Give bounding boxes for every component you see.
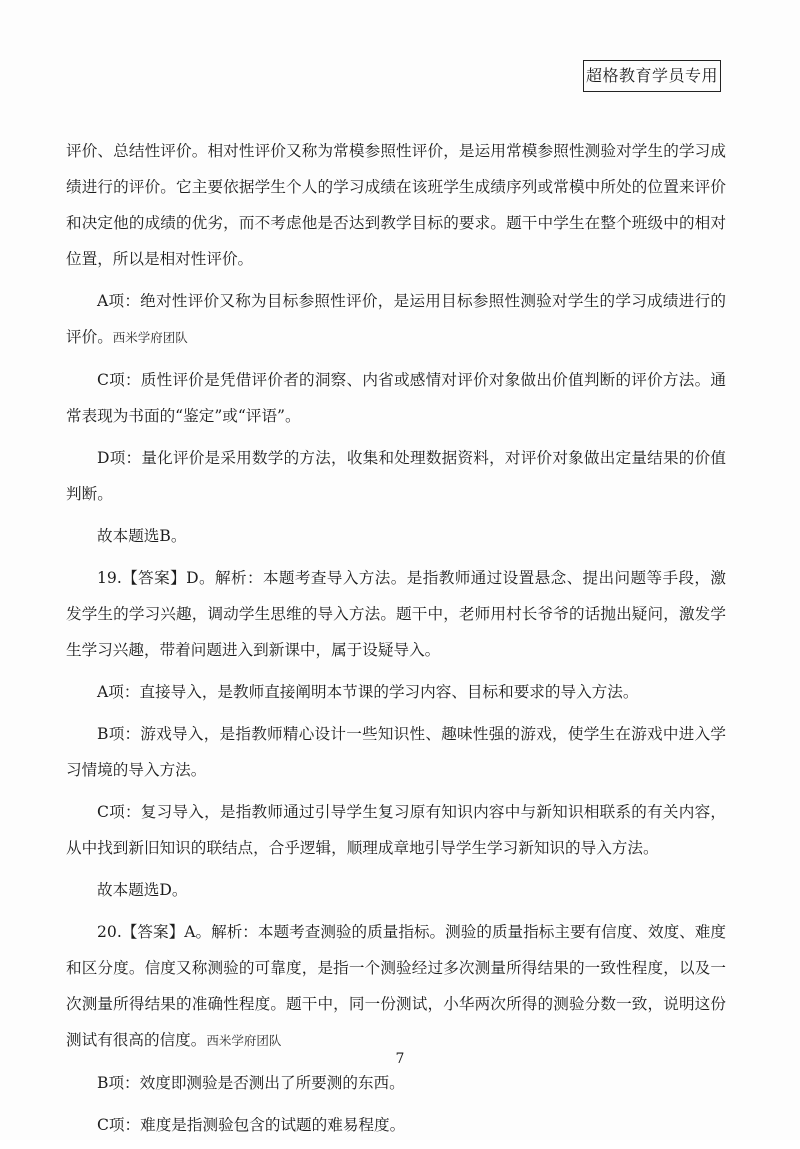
- paragraph-option-d-quantitative: [66, 440, 726, 512]
- paragraph-option-b-validity: [66, 1065, 726, 1101]
- paragraph-text: 评价、总结性评价。相对性评价又称为常模参照性评价，是运用常模参照性测验对学生的学习成绩进行的评价。它主要依据学生个人的学习成绩在该班学生成绩序列或常模中所处的位置来评价和决定他的成绩的优劣，而不考虑他是否达到教学目标的要求。题干中学生在整个班级中的相对位置，所以是相对性评价。: [66, 142, 726, 268]
- paragraph-option-a-direct: [66, 674, 726, 710]
- paragraph-continued-evaluation: [66, 133, 726, 277]
- paragraph-text: A项：直接导入，是教师直接阐明本节课的学习内容、目标和要求的导入方法。: [97, 683, 639, 701]
- paragraph-question-19-answer: [66, 560, 726, 668]
- paragraph-question-20-answer: [66, 914, 726, 1059]
- paragraph-option-c-review: [66, 794, 726, 866]
- header-stamp: 超格教育学员专用: [583, 60, 721, 92]
- paragraph-text: 故本题选B。: [97, 527, 187, 545]
- paragraph-conclusion-b: [66, 518, 726, 554]
- watermark-text: 西米学府团队: [206, 1033, 282, 1048]
- paragraph-text: A项：绝对性评价又称为目标参照性评价，是运用目标参照性测验对学生的学习成绩进行的评价。: [66, 292, 726, 346]
- paragraph-text: D项：量化评价是采用数学的方法，收集和处理数据资料，对评价对象做出定量结果的价值判断。: [66, 449, 726, 503]
- paragraph-text: B项：游戏导入，是指教师精心设计一些知识性、趣味性强的游戏，使学生在游戏中进入学习情境的导入方法。: [66, 725, 726, 779]
- paragraph-option-b-game: [66, 716, 726, 788]
- paragraph-text: B项：效度即测验是否测出了所要测的东西。: [97, 1074, 405, 1092]
- paragraph-option-c-qualitative: [66, 362, 726, 434]
- paragraph-conclusion-d: [66, 872, 726, 908]
- document-body: [66, 133, 726, 1149]
- watermark-text: 西米学府团队: [112, 330, 188, 345]
- paragraph-text: C项：难度是指测验包含的试题的难易程度。: [97, 1116, 406, 1134]
- paragraph-text: C项：质性评价是凭借评价者的洞察、内省或感情对评价对象做出价值判断的评价方法。通常表现为书面的“鉴定”或“评语”。: [66, 371, 726, 425]
- paragraph-option-a-absolute: [66, 283, 726, 356]
- paragraph-text: 19.【答案】D。解析：本题考查导入方法。是指教师通过设置悬念、提出问题等手段，激发学生的学习兴趣，调动学生思维的导入方法。题干中，老师用村长爷爷的话抛出疑问，激发学生学习兴趣，带着问题进入到新课中，属于设疑导入。: [66, 569, 726, 659]
- paragraph-option-c-difficulty: [66, 1107, 726, 1143]
- page-number: 7: [395, 1051, 405, 1067]
- paragraph-text: 20.【答案】A。解析：本题考查测验的质量指标。测验的质量指标主要有信度、效度、难度和区分度。信度又称测验的可靠度，是指一个测验经过多次测量所得结果的一致性程度，以及一次测量所得结果的准确性程度。题干中，同一份测试，小华两次所得的测验分数一致，说明这份测试有很高的信度。: [66, 923, 726, 1049]
- paragraph-text: 故本题选D。: [97, 881, 188, 899]
- paragraph-text: C项：复习导入，是指教师通过引导学生复习原有知识内容中与新知识相联系的有关内容，从中找到新旧知识的联结点，合乎逻辑，顺理成章地引导学生学习新知识的导入方法。: [66, 803, 726, 857]
